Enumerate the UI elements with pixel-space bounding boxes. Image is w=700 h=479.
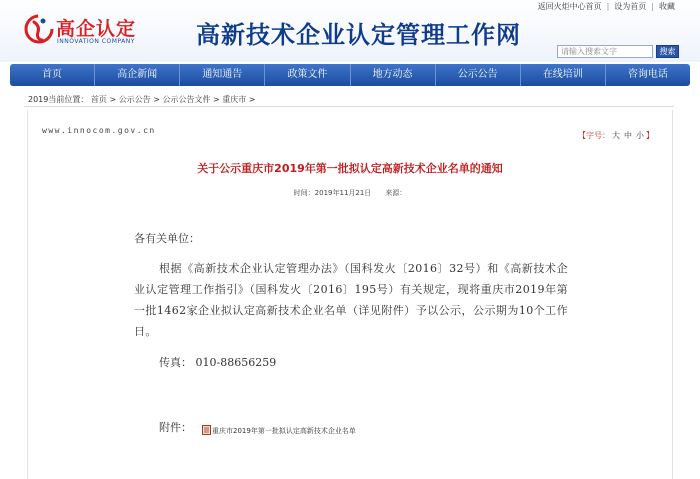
article-time: 时间：2019年11月21日	[293, 189, 372, 197]
font-size-label: 【字号：	[578, 131, 610, 140]
nav-item-news[interactable]: 高企新闻	[95, 64, 180, 86]
font-size-small[interactable]: 小	[636, 131, 644, 140]
nav-item-hotline[interactable]: 咨询电话	[627, 69, 668, 80]
top-link-separator: |	[606, 2, 610, 11]
top-link-set-home[interactable]: 设为首页	[614, 2, 647, 11]
site-title: 高新技术企业认定管理工作网	[196, 20, 521, 49]
nav-item-policies[interactable]: 政策文件	[265, 64, 350, 86]
font-size-close: 】	[646, 131, 654, 140]
attachment-link[interactable]	[202, 421, 356, 442]
article-meta	[28, 188, 672, 198]
font-size-switcher	[578, 130, 654, 141]
search-input[interactable]: 请输入搜索文字	[557, 45, 653, 58]
fax-number: 传真： 010-88656259	[159, 356, 277, 369]
nav-item-training[interactable]: 在线培训	[521, 64, 606, 86]
attachment-label: 附件：	[159, 421, 192, 434]
breadcrumb-divider	[24, 106, 674, 107]
nav-item-local-news[interactable]: 地方动态	[351, 64, 436, 86]
font-size-medium[interactable]: 中	[624, 131, 632, 140]
site-url: www.innocom.gov.cn	[42, 126, 156, 135]
salutation: 各有关单位：	[134, 232, 200, 245]
attachment-name: 重庆市2019年第一批拟认定高新技术企业名单	[212, 427, 356, 435]
article-source: 来源：	[385, 189, 407, 197]
site-header	[0, 0, 700, 62]
article-title: 关于公示重庆市2019年第一批拟认定高新技术企业名单的通知	[197, 162, 503, 175]
nav-item-home[interactable]: 首页	[10, 64, 95, 86]
top-link-favorite[interactable]: 收藏	[659, 2, 675, 11]
nav-item-announcements[interactable]: 公示公告	[436, 64, 521, 86]
logo-text: 高企认定	[56, 18, 137, 40]
logo-subtitle: INNOVATION COMPANY	[57, 38, 135, 45]
font-size-large[interactable]: 大	[612, 131, 620, 140]
file-icon	[202, 425, 211, 435]
article-paragraph: 根据《高新技术企业认定管理办法》（国科发火〔2016〕32号）和《高新技术企业认定管理工作指引》（国科发火〔2016〕195号）有关规定，现将重庆市2019年第一批1462家企业拟认定高新技术企业名单（详见附件）予以公示，公示期为10个工作日。	[134, 262, 568, 338]
top-link-torch-home[interactable]: 返回火炬中心首页	[537, 2, 602, 11]
search-button[interactable]: 搜索	[656, 45, 679, 58]
breadcrumb[interactable]: 2019当前位置： 首页 > 公示公告 > 公示公告文件 > 重庆市 >	[28, 95, 256, 104]
nav-item-notices[interactable]: 通知通告	[180, 64, 265, 86]
top-links	[535, 1, 678, 12]
site-logo[interactable]	[24, 10, 144, 50]
article-container	[27, 110, 673, 479]
logo-mark-icon	[24, 12, 54, 46]
main-nav	[10, 64, 690, 86]
top-link-separator: |	[651, 2, 654, 11]
